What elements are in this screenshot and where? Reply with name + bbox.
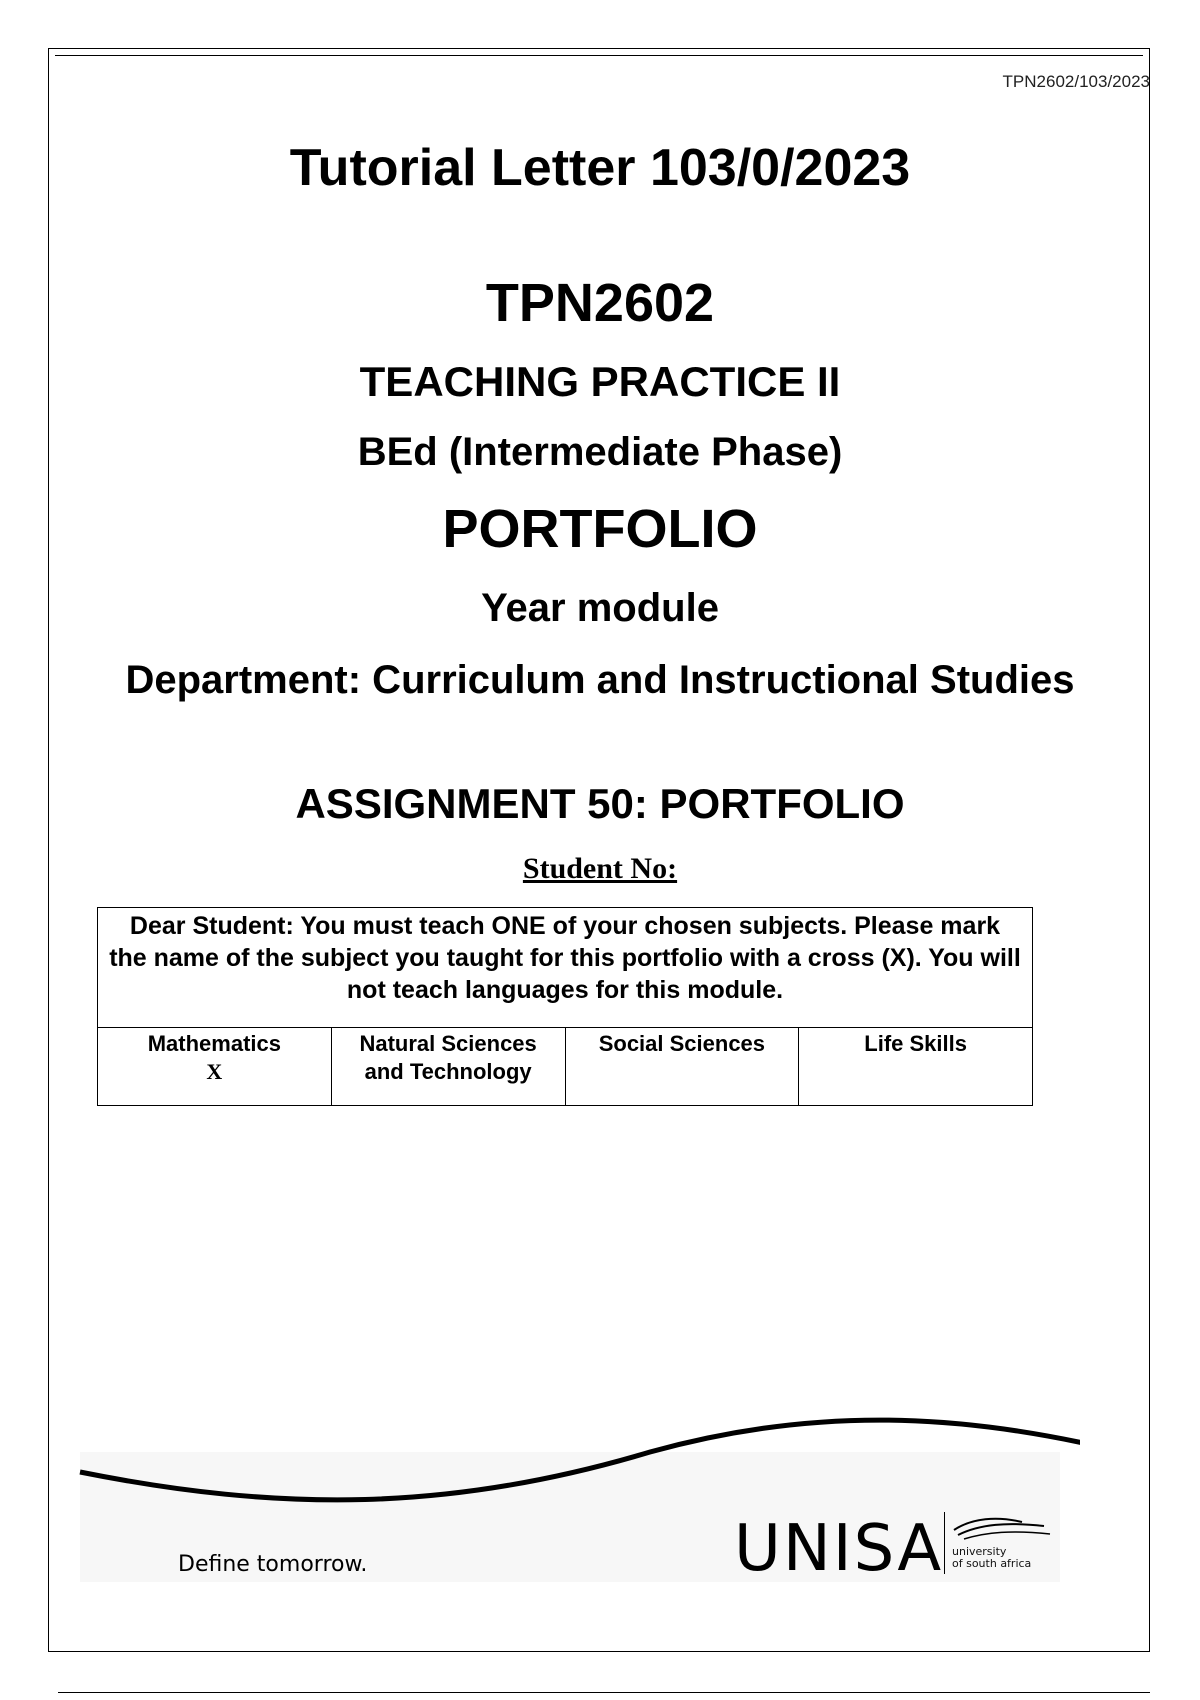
subject-cell-life-skills[interactable] <box>799 1028 1033 1106</box>
module-type: Year module <box>481 586 719 630</box>
unisa-emblem-icon <box>952 1512 1052 1542</box>
subject-table <box>97 907 1033 1106</box>
logo-sub-line-1: university <box>952 1545 1007 1558</box>
assignment-heading: ASSIGNMENT 50: PORTFOLIO <box>295 780 905 827</box>
subject-name: Mathematics <box>147 1031 282 1056</box>
subject-row <box>98 1028 1033 1106</box>
student-notice: Dear Student: You must teach ONE of your chosen subjects. Please mark the name of the subject you taught for this portfolio with a cross (X). You will not teach languages for this module. <box>98 908 1033 1028</box>
subject-cell-social-sciences[interactable] <box>565 1028 799 1106</box>
portfolio-heading: PORTFOLIO <box>442 499 758 559</box>
subject-name: Social Sciences <box>598 1031 766 1056</box>
tagline: Define tomorrow. <box>178 1552 368 1577</box>
module-code: TPN2602 <box>485 273 715 333</box>
subject-cell-natural-sciences[interactable] <box>331 1028 565 1106</box>
tutorial-letter-title: Tutorial Letter 103/0/2023 <box>289 139 911 197</box>
qualification: BEd (Intermediate Phase) <box>357 430 843 474</box>
subject-name: Natural Sciences and Technology <box>359 1031 537 1084</box>
logo-subtitle <box>952 1546 1031 1570</box>
subject-name: Life Skills <box>864 1031 967 1056</box>
module-name: TEACHING PRACTICE II <box>359 358 841 405</box>
top-rule <box>55 55 1143 56</box>
department: Department: Curriculum and Instructional Studies <box>125 658 1075 702</box>
unisa-logo: UNISA <box>734 1512 944 1586</box>
bottom-rule <box>58 1692 1150 1693</box>
student-number-label: Student No: <box>522 852 678 885</box>
subject-cell-mathematics[interactable] <box>98 1028 332 1106</box>
logo-sub-line-2: of south africa <box>952 1557 1032 1570</box>
logo-divider <box>944 1512 945 1574</box>
subject-mark: X <box>206 1059 223 1084</box>
reference-code: TPN2602/103/2023 <box>1002 72 1150 91</box>
